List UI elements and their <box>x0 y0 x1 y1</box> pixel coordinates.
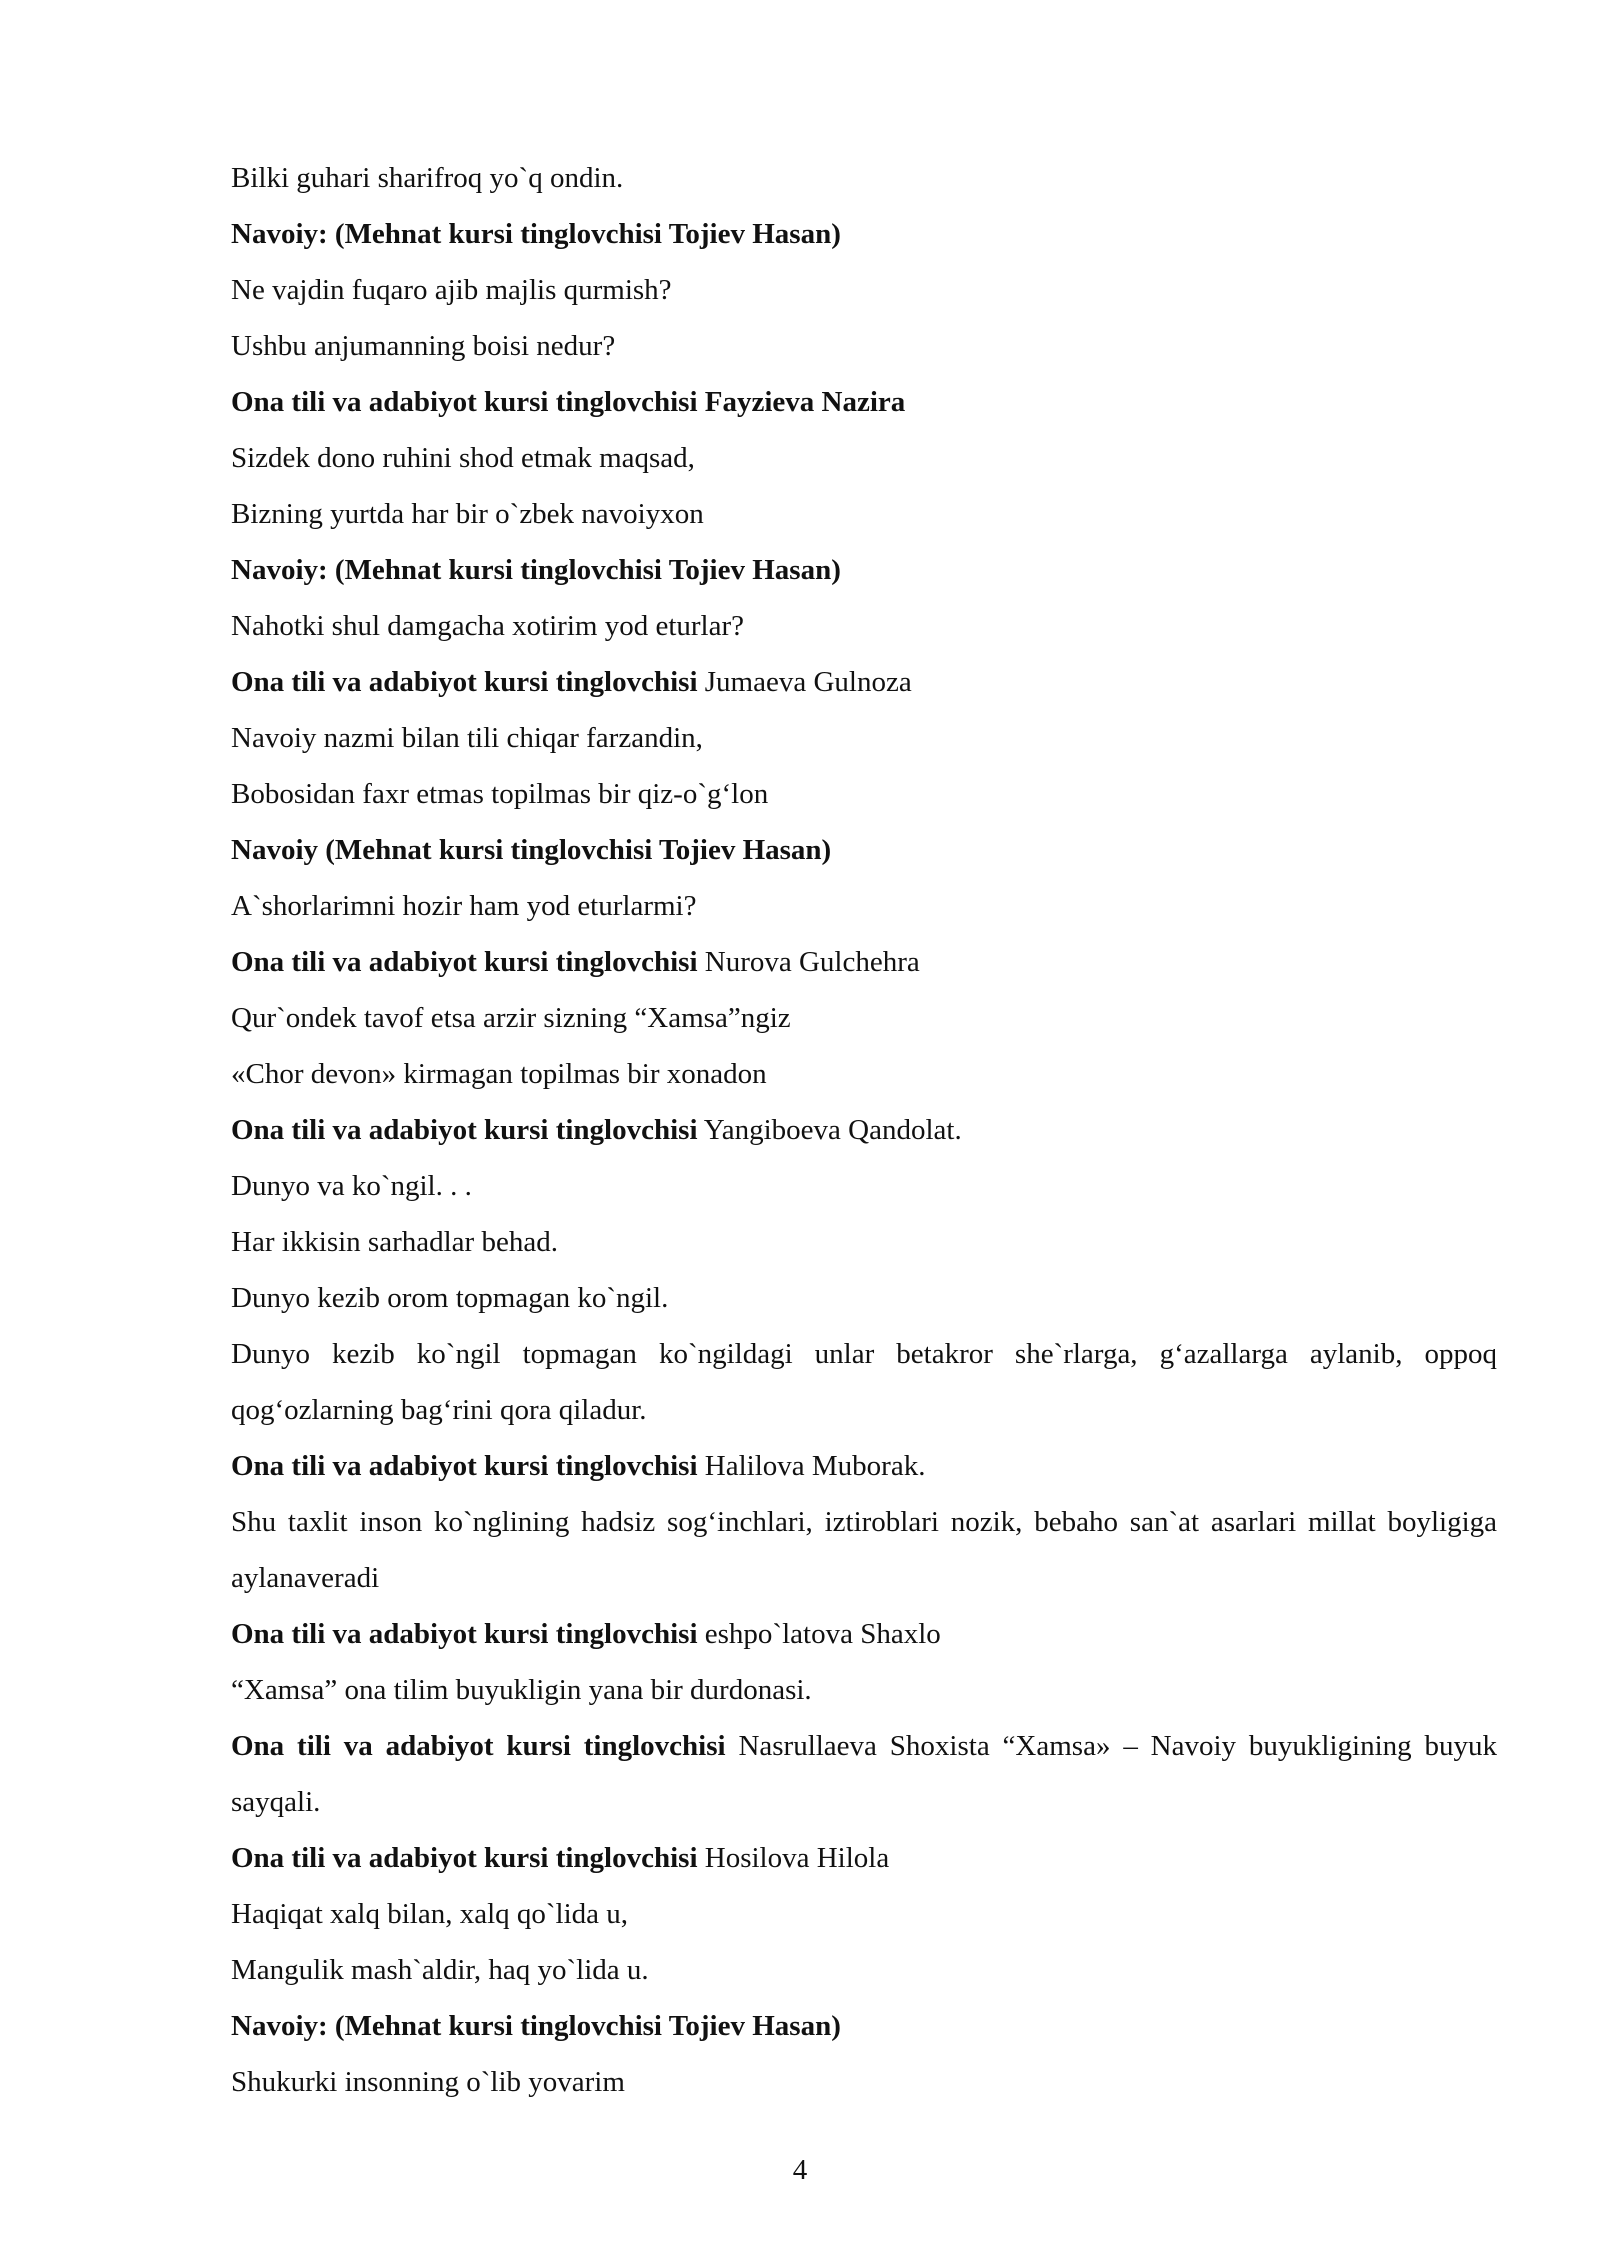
text-line: Navoiy nazmi bilan tili chiqar farzandin, <box>231 722 703 754</box>
text-line: Nahotki shul damgacha xotirim yod eturlar? <box>231 610 744 642</box>
speaker-line: Ona tili va adabiyot kursi tinglovchisi Hosilova Hilola <box>231 1842 890 1874</box>
speaker-line: Navoiy: (Mehnat kursi tinglovchisi Tojiev Hasan) <box>231 218 841 250</box>
text-line: Qur`ondek tavof etsa arzir sizning “Xamsa”ngiz <box>231 1002 791 1034</box>
text-line: Bilki guhari sharifroq yo`q ondin. <box>231 162 624 194</box>
document-body <box>231 150 1497 2110</box>
speaker-line: Ona tili va adabiyot kursi tinglovchisi Fayzieva Nazira <box>231 386 906 418</box>
speaker-line: Ona tili va adabiyot kursi tinglovchisi eshpo`latova Shaxlo <box>231 1618 941 1650</box>
text-line: Dunyo kezib orom topmagan ko`ngil. <box>231 1282 669 1314</box>
speaker-line: Navoiy: (Mehnat kursi tinglovchisi Tojiev Hasan) <box>231 2010 841 2042</box>
text-line: Ushbu anjumanning boisi nedur? <box>231 330 616 362</box>
text-line: Mangulik mash`aldir, haq yo`lida u. <box>231 1954 649 1986</box>
text-line: Shukurki insonning o`lib yovarim <box>231 2066 625 2098</box>
speaker-line: Ona tili va adabiyot kursi tinglovchisi Nurova Gulchehra <box>231 946 920 978</box>
text-paragraph: Shu taxlit inson ko`nglining hadsiz sog‘inchlari, iztiroblari nozik, bebaho san`at asarlari millat boyligiga aylanaveradi <box>231 1506 1497 1594</box>
speaker-paragraph: Ona tili va adabiyot kursi tinglovchisi Nasrullaeva Shoxista “Xamsa» – Navoiy buyukligining buyuk sayqali. <box>231 1730 1497 1818</box>
speaker-line: Navoiy: (Mehnat kursi tinglovchisi Tojiev Hasan) <box>231 554 841 586</box>
text-line: Ne vajdin fuqaro ajib majlis qurmish? <box>231 274 672 306</box>
speaker-line: Navoiy (Mehnat kursi tinglovchisi Tojiev Hasan) <box>231 834 832 866</box>
page-number: 4 <box>792 2154 808 2186</box>
text-line: «Chor devon» kirmagan topilmas bir xonadon <box>231 1058 767 1090</box>
speaker-line: Ona tili va adabiyot kursi tinglovchisi Yangiboeva Qandolat. <box>231 1114 962 1146</box>
text-line: Sizdek dono ruhini shod etmak maqsad, <box>231 442 695 474</box>
text-line: Dunyo va ko`ngil. . . <box>231 1170 472 1202</box>
text-paragraph: Dunyo kezib ko`ngil topmagan ko`ngildagi unlar betakror she`rlarga, g‘azallarga aylanib, oppoq qog‘ozlarning bag‘rini qora qiladur. <box>231 1338 1497 1426</box>
speaker-line: Ona tili va adabiyot kursi tinglovchisi Halilova Muborak. <box>231 1450 926 1482</box>
text-line: Bobosidan faxr etmas topilmas bir qiz-o`g‘lon <box>231 778 769 810</box>
text-line: Bizning yurtda har bir o`zbek navoiyxon <box>231 498 704 530</box>
speaker-line: Ona tili va adabiyot kursi tinglovchisi Jumaeva Gulnoza <box>231 666 912 698</box>
text-line: A`shorlarimni hozir ham yod eturlarmi? <box>231 890 697 922</box>
text-line: “Xamsa” ona tilim buyukligin yana bir durdonasi. <box>231 1674 812 1706</box>
text-line: Haqiqat xalq bilan, xalq qo`lida u, <box>231 1898 629 1930</box>
text-line: Har ikkisin sarhadlar behad. <box>231 1226 558 1258</box>
